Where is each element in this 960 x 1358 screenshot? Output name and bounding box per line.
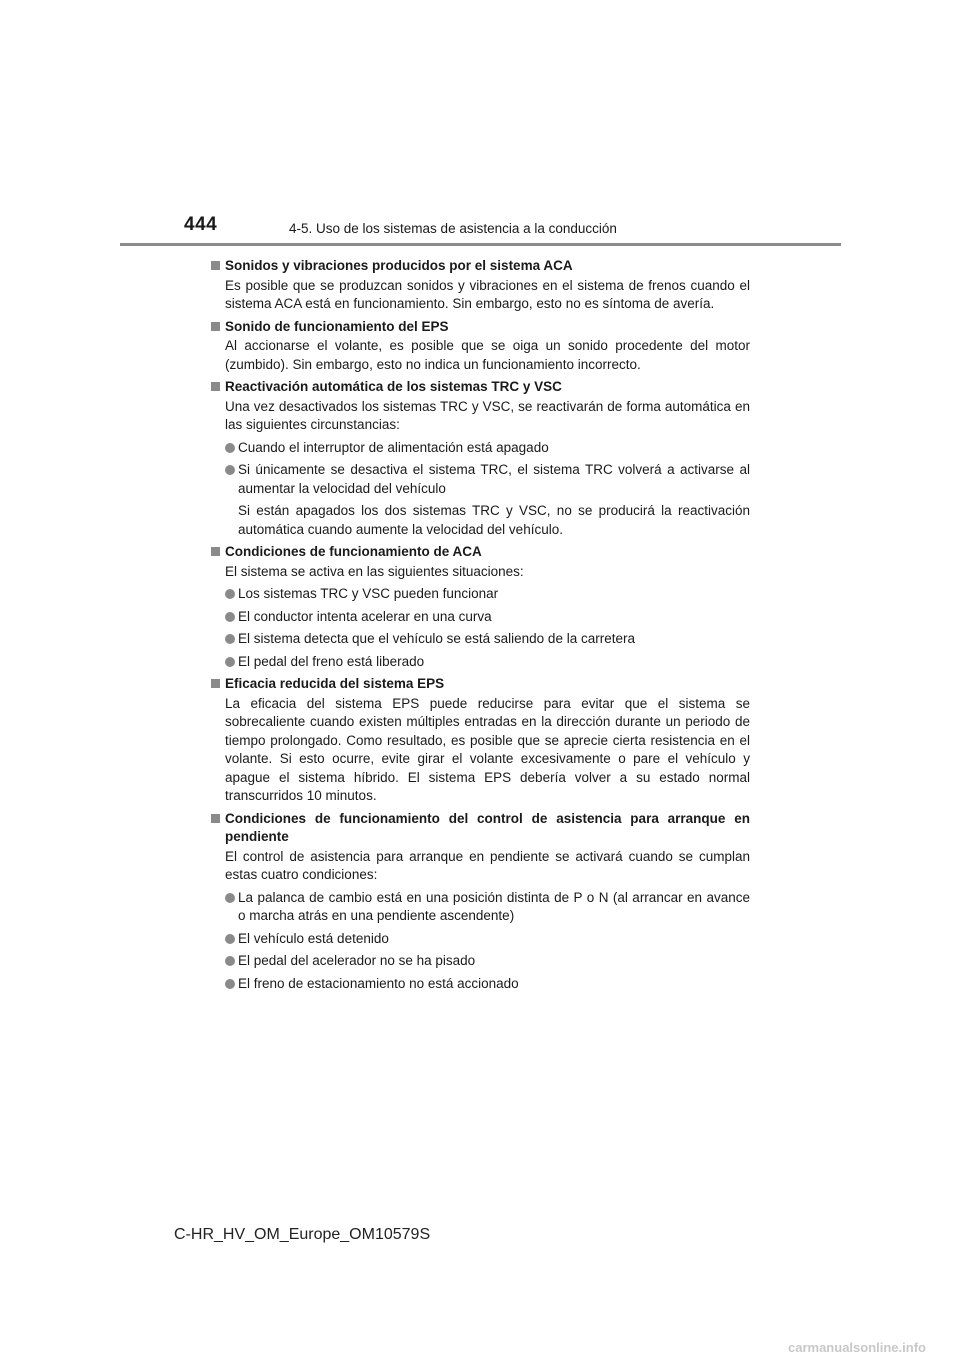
header-rule — [120, 243, 841, 246]
bullet-dot-icon — [225, 934, 235, 944]
list-item-text: El pedal del acelerador no se ha pisado — [238, 953, 476, 968]
section-heading: Condiciones de funcionamiento de ACA — [210, 543, 750, 562]
section-paragraph: Es posible que se produzcan sonidos y vibraciones en el sistema de frenos cuando el sistema ACA está en funcionamiento. Sin embargo, esto no es síntoma de avería. — [225, 277, 750, 311]
bullet-dot-icon — [225, 612, 235, 622]
section-paragraph: La eficacia del sistema EPS puede reducirse para evitar que el sistema se sobrecaliente cuando existen múltiples entradas en la dirección durante un periodo de tiempo prolongado. Como resultado, es posible que se aprecie cierta resistencia en el volante. Si esto ocurre, evite girar el volante excesivamente o pare el vehículo y apague el sistema híbrido. El sistema EPS debería volver a su estado normal transcurridos 10 minutos. — [225, 695, 750, 803]
page-number: 444 — [184, 214, 218, 235]
bullet-dot-icon — [225, 893, 235, 903]
bullet-note: Si están apagados los dos sistemas TRC y VSC, no se producirá la reactivación automática cuando aumente la velocidad del vehículo. — [238, 503, 750, 537]
section-paragraph: El control de asistencia para arranque en pendiente se activará cuando se cumplan estas cuatro condiciones: — [225, 848, 750, 882]
section-eps-reduced — [210, 675, 750, 806]
list-item — [210, 952, 750, 971]
section-aca-conditions — [210, 543, 750, 671]
bullet-dot-icon — [225, 956, 235, 966]
list-item-text: Si únicamente se desactiva el sistema TRC, el sistema TRC volverá a activarse al aumentar la velocidad del vehículo — [238, 462, 750, 496]
section-heading: Condiciones de funcionamiento del control de asistencia para arranque en pendiente — [210, 810, 750, 847]
list-item-text: El vehículo está detenido — [238, 930, 389, 946]
list-item-text: El conductor intenta acelerar en una curva — [238, 608, 492, 624]
bullet-dot-icon — [225, 979, 235, 989]
list-item — [210, 439, 750, 458]
list-item — [210, 608, 750, 627]
section-heading: Sonido de funcionamiento del EPS — [210, 318, 750, 337]
bullet-dot-icon — [225, 465, 235, 475]
section-eps-sound — [210, 318, 750, 375]
list-item-text: La palanca de cambio está en una posición distinta de P o N (al arrancar en avance o marcha atrás en una pendiente ascendente) — [238, 889, 750, 923]
bullet-dot-icon — [225, 443, 235, 453]
section-trc-vsc-reactivation — [210, 378, 750, 539]
section-paragraph: Al accionarse el volante, es posible que se oiga un sonido procedente del motor (zumbido). Sin embargo, esto no indica un funcionamiento incorrecto. — [225, 338, 750, 372]
list-item-text: El sistema detecta que el vehículo se está saliendo de la carretera — [238, 631, 635, 646]
footer-doc-code: C-HR_HV_OM_Europe_OM10579S — [174, 1226, 431, 1243]
section-heading: Sonidos y vibraciones producidos por el sistema ACA — [210, 257, 750, 276]
section-heading: Eficacia reducida del sistema EPS — [210, 675, 750, 694]
list-item-text: El freno de estacionamiento no está accionado — [238, 975, 519, 991]
bullet-dot-icon — [225, 657, 235, 667]
list-item — [210, 585, 750, 604]
section-aca-sounds — [210, 257, 750, 314]
list-item — [210, 461, 750, 498]
list-item — [210, 630, 750, 649]
bullet-dot-icon — [225, 589, 235, 599]
list-item-text: Cuando el interruptor de alimentación está apagado — [238, 439, 549, 455]
content-area — [210, 253, 750, 997]
list-item — [210, 889, 750, 926]
list-item-text: Los sistemas TRC y VSC pueden funcionar — [238, 586, 499, 601]
bullet-dot-icon — [225, 634, 235, 644]
list-item — [210, 653, 750, 672]
section-heading: Reactivación automática de los sistemas TRC y VSC — [210, 378, 750, 397]
list-item — [210, 930, 750, 949]
list-item — [210, 975, 750, 994]
watermark: carmanualsonline.info — [788, 1340, 926, 1355]
section-title: 4-5. Uso de los sistemas de asistencia a la conducción — [289, 221, 617, 236]
section-paragraph: El sistema se activa en las siguientes situaciones: — [225, 563, 524, 579]
section-paragraph: Una vez desactivados los sistemas TRC y VSC, se reactivarán de forma automática en las siguientes circunstancias: — [225, 398, 750, 432]
section-hill-start-assist — [210, 810, 750, 994]
list-item-text: El pedal del freno está liberado — [238, 653, 425, 669]
